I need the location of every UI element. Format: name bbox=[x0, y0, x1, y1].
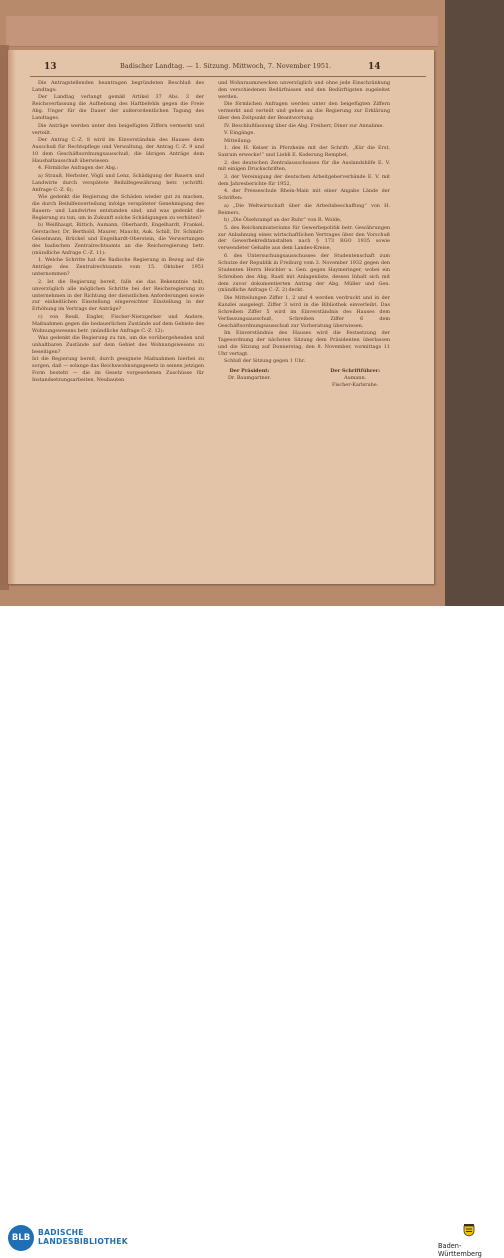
left-column-paragraph: Der Antrag C.-Z. 8 wird im Einverständnis des Hauses dem Ausschuß für Rechtspflege und Verwaltung, der Antrag C.-Z. 9 und 10 dem Geschäftsordnungsausschuß, die übrigen Anträge dem Haushaltausschuß überwiesen. bbox=[32, 137, 204, 164]
left-column-paragraph: Ist die Regierung bereit, durch geeignete Maßnahmen hierbei zu sorgen, daß — solange das Reichswohnungsgesetz in seinen jetzigen Form besteht — die im Gesetz vorgesehenen Zuschüsse für Instandsetzungsarbeiten, Neubauten bbox=[32, 356, 204, 384]
left-column-paragraph: a) Strauß, Herbster, Vögli und Lenz, Schädigung der Bauern und Landwirte durch verspätete Beihilfegewährung betr. (schriftl. Anfrage C.-Z. 6); bbox=[32, 172, 204, 193]
president-title: Der Präsident: bbox=[229, 368, 270, 375]
left-column-paragraph: Der Landtag verlangt gemäß Artikel 37 Abs. 3 der Reichsverfassung die Aufhebung des Haftbefehls gegen die Freie Abg. Unger für die Dauer der außerordentlichen Tagung des Landtages. bbox=[32, 94, 204, 122]
right-column-body bbox=[218, 80, 390, 365]
right-column-paragraph: 3. der Vereinigung der deutschen Arbeitgeberverbände E. V. mit dem Jahresberichte für 1952, bbox=[218, 173, 390, 187]
right-column-paragraph: Mitteilung: bbox=[224, 137, 252, 144]
running-title: Badischer Landtag. — 1. Sitzung. Mittwoch, 7. November 1951. bbox=[120, 62, 332, 70]
library-name-line-2: LANDESBIBLIOTHEK bbox=[38, 1237, 128, 1246]
right-column-paragraph: und Wohnraumzwecken unverzüglich und ohne jede Einschränkung den verschiedenen Bedürfnissen und den Bedürftigsten zugeleitet werden. bbox=[218, 80, 390, 100]
right-column-paragraph: IV. Beschlußfassung über die Abg. Freiherr, Diner zur Annahme. bbox=[224, 122, 384, 129]
right-column-paragraph: Im Einverständnis des Hauses wird die Festsetzung der Tagesordnung der nächsten Sitzung dem Präsidenten überlassen und die Sitzung auf Donnerstag, den 8. November, vormittags 11 Uhr vertagt. bbox=[218, 330, 390, 357]
left-column-paragraph: c) von Reuß, Engler, Fischer-Nierzgerker und Andere, Maßnahmen gegen die bedauerlichen Zustände auf dem Gebiete des Wohnungswesens betr. (mündliche Anfrage C.-Z. 12): bbox=[32, 313, 204, 334]
state-label: Baden-Württemberg bbox=[438, 1242, 482, 1258]
left-column-paragraph: Was gedenkt die Regierung zu tun, um die vorübergehenden und unhaltbaren Zustände auf dem Gebiet des Wohnungswesens zu beseitigen? bbox=[32, 335, 204, 355]
left-text-column bbox=[32, 80, 204, 385]
scanned-page-area bbox=[0, 0, 504, 606]
right-column-paragraph: a) „Die Weltwirtschaft über die Arbeitsbeschaffung“ von H. Reimers, bbox=[218, 202, 390, 216]
left-column-paragraph: 1. Welche Schritte hat die Badische Regierung in Bezug auf die Anträge des Zentralrechtsamts vom 15. Oktober 1951 unternommen? bbox=[32, 257, 204, 278]
right-column-paragraph: V. Eingänge. bbox=[224, 130, 255, 137]
scan-background-strip bbox=[445, 0, 504, 606]
president-signature bbox=[228, 368, 271, 389]
right-column-paragraph: 6. des Untersuchungsausschusses der Studentenschaft zum Schutze der Republik in Freiburg vom 3. November 1932 gegen den Studenten Herrn Heichler u. Gen. gegen Haymeringer, wobei ein Schreiben des Abg. Rastl mit Anlagenliste, dessen Inhalt sich mit dem zuvor dokumentierten Antrag der Abg. Müller und Gen. (mündliche Anfrage C.-Z. 2) deckt. bbox=[218, 252, 390, 294]
right-column-paragraph: Die Mitteilungen Ziffer 1, 2 und 4 werden verdruckt und in der Kanzlei ausgelegt. Ziffer 3 wird in die Bibliothek einverleibt. Das Schreiben Ziffer 5 wird im Einverständnis des Hauses dem Verfassungsausschuß, Schreiben Ziffer 6 dem Geschäftsordnungsausschuß zur Vorberatung überwiesen. bbox=[218, 294, 390, 329]
right-column-paragraph: 2. des deutschen Zentralausschusses für die Auslandshilfe E. V. mit einigen Druckschriften, bbox=[218, 159, 390, 173]
right-text-column bbox=[218, 80, 390, 389]
coat-of-arms-icon bbox=[462, 1223, 476, 1237]
viewer-footer bbox=[0, 606, 504, 1258]
right-column-paragraph: b) „Die Ölsehrampf an der Ruhr“ von R. Wolde, bbox=[224, 217, 342, 224]
signature-block bbox=[218, 368, 390, 389]
secretary-name-1: Aumann. bbox=[344, 375, 367, 382]
right-column-paragraph: 5. des Reichsministeriums für Gewerbepolitik betr. Gewährungen zur Anbahnung eines wirtschaftlichen Vertrages über den Vorschuß der Gewerbekreditanstalten nach § 173 RGO 1935 sowie verwendeter Gehalte aus dem Landes-Kreise, bbox=[218, 224, 390, 252]
secretary-name-2: Fischer-Karlsruhe. bbox=[331, 381, 379, 388]
left-page-number: 13 bbox=[44, 62, 57, 72]
page-top-edge bbox=[6, 16, 438, 47]
secretary-signature bbox=[330, 368, 380, 389]
right-column-paragraph: Die förmlichen Anfragen werden unter den beigefügten Ziffern vermerkt und verteilt und gehen an die Regierung zur Erklärung über den Zeitpunkt der Beantwortung. bbox=[218, 101, 390, 122]
left-column-paragraph: Die Anträge werden unter den beigefügten Ziffern vermerkt und verteilt. bbox=[32, 122, 204, 136]
left-column-paragraph: 2. Ist die Regierung bereit, falls sie das Bekenntnis teilt, unverzüglich alle möglichen Schritte bei der Reichsregierung zu unternehmen in der Richtung der dienstlichen Anforderungen sowie zur einheitlichen Einstellung eingereichter Einstellung in der Erhöhung im Vertrags der Anträge? bbox=[32, 278, 204, 313]
right-column-paragraph: Schluß der Sitzung gegen 1 Uhr. bbox=[224, 358, 306, 365]
right-page-number: 14 bbox=[368, 62, 381, 72]
right-column-paragraph: 1. des H. Kelser in Pforzheim mit der Schrift: „Kür die Erst, Saxrum erwecke!“ und Liebli E. Koderung Rempbel, bbox=[218, 145, 390, 159]
left-column-paragraph: b) Weißhaupt, Rittich, Aumann, Oberhardt, Engelhardt, Frankel, Gerstacher, Dr. Berthold, Maurer, Maucht, Auk. Schill, Dr. Schmitt-Geiselmann, Brückel und Engelhardt-Oberstein, die Verwertungen des badischen Zentralrechtsamts an die Reichsregierung betr. (mündliche Anfrage C.-Z. 11): bbox=[32, 222, 204, 256]
left-column-paragraph: Die Antragstellenden beantragen begründeten Beschluß des Landtags: bbox=[32, 80, 204, 93]
header-rule bbox=[30, 76, 426, 77]
library-name[interactable] bbox=[38, 1228, 128, 1246]
left-column-paragraph: Wie gedenkt die Regierung die Schäden wieder gut zu machen, die durch Beihilfenverteilung infolge verspäteter Genehmigung des Bauern- und Landwirtes entstanden sind, und was gedenkt die Regierung zu tun, um in Zukunft solche Schädigungen zu verhüten? bbox=[32, 194, 204, 221]
left-column-paragraph: 4. Förmliche Anfragen der Abg.: bbox=[38, 165, 119, 172]
library-name-line-1: BADISCHE bbox=[38, 1228, 84, 1237]
blb-logo[interactable]: BLB bbox=[8, 1225, 34, 1251]
right-column-paragraph: 4. der Presseschule Rhein-Main mit einer Angabe Lände der Schriften: bbox=[218, 188, 390, 202]
president-name: Dr. Baumgartner. bbox=[228, 375, 271, 382]
secretary-title: Der Schriftführer: bbox=[330, 368, 380, 375]
